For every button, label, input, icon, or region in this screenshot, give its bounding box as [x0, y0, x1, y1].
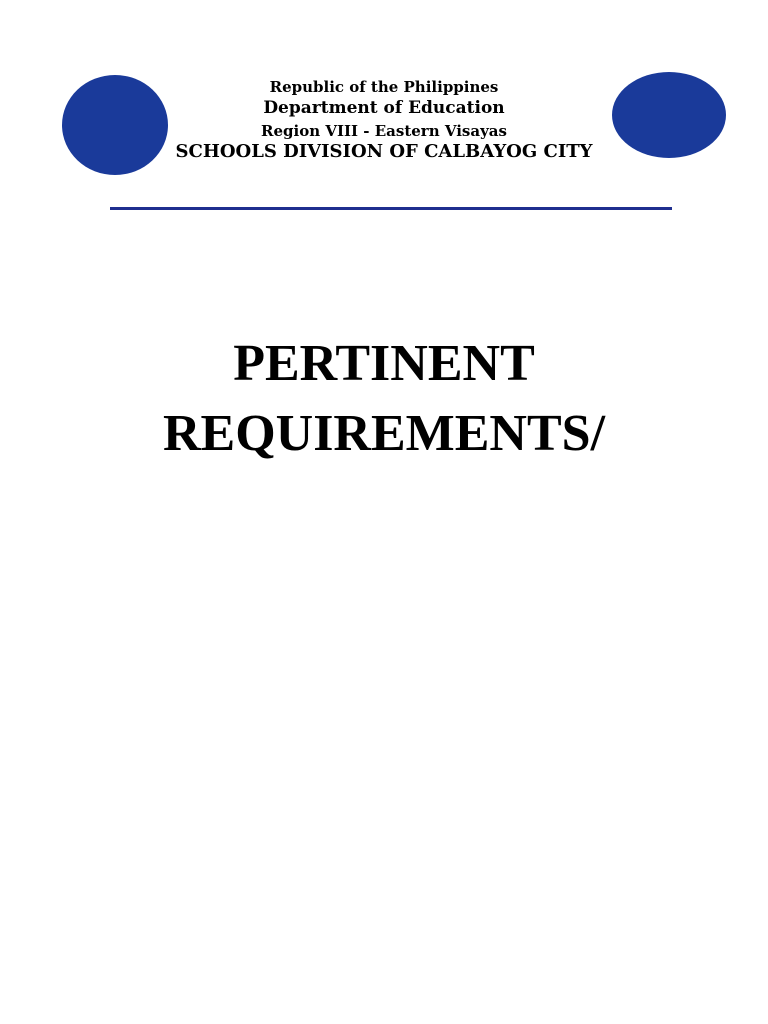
- header-division: SCHOOLS DIVISION OF CALBAYOG CITY: [175, 141, 593, 162]
- header-region: Region VIII - Eastern Visayas: [261, 122, 507, 140]
- header-department: Department of Education: [263, 98, 505, 118]
- header-rule: [110, 207, 672, 210]
- title-line-1: PERTINENT: [233, 335, 535, 392]
- header-republic: Republic of the Philippines: [269, 78, 499, 96]
- title-line-2: REQUIREMENTS/: [162, 405, 606, 462]
